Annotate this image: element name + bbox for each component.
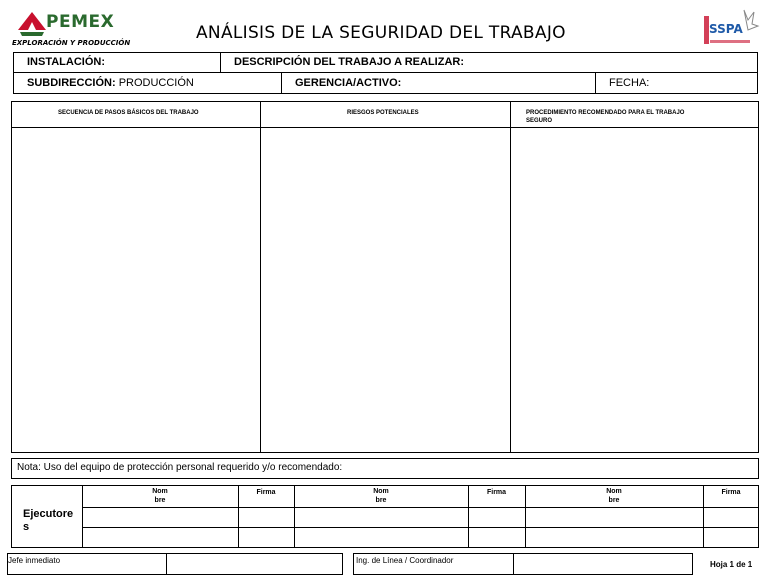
gerencia-label: GERENCIA/ACTIVO: [295, 77, 402, 89]
info-divider [13, 72, 758, 73]
executors-label-2: s [23, 521, 30, 533]
nombre-header-1b: bre [154, 497, 166, 504]
jefe-label: Jefe inmediato [8, 556, 61, 565]
ing-label: Ing. de Línea / Coordinador [356, 556, 454, 565]
note-text: Nota: Uso del equipo de protección personal requerido y/o recomendado: [17, 462, 343, 473]
col-header-pasos: SECUENCIA DE PASOS BÁSICOS DEL TRABAJO [58, 110, 199, 116]
subdireccion-value: PRODUCCIÓN [118, 77, 194, 89]
executors-label-1: Ejecutore [23, 508, 74, 520]
pemex-eagle-icon [16, 10, 48, 38]
info-divider-v3 [595, 72, 596, 94]
analysis-table [11, 101, 759, 453]
firma-header-2: Firma [486, 489, 507, 496]
col-header-procedimiento-1: PROCEDIMIENTO RECOMENDADO PARA EL TRABAJO [526, 110, 685, 116]
exec-row-divider-1 [82, 507, 759, 508]
info-divider-v2 [281, 72, 282, 94]
pemex-subtitle: EXPLORACIÓN Y PRODUCCIÓN [12, 39, 131, 47]
fecha-label: FECHA: [609, 77, 650, 89]
jefe-divider [166, 553, 167, 575]
firma-header-1: Firma [256, 489, 276, 496]
nombre-header-3b: bre [608, 497, 620, 504]
analysis-header-divider [11, 127, 759, 128]
page-count: Hoja 1 de 1 [710, 560, 753, 569]
sspa-brand: SSPA [709, 22, 743, 36]
nombre-header-1a: Nom [152, 488, 168, 495]
pemex-brand: PEMEX [46, 12, 115, 32]
pemex-logo [10, 8, 131, 48]
subdireccion-field [27, 77, 194, 89]
nombre-header-3a: Nom [606, 488, 622, 495]
instalacion-label: INSTALACIÓN: [27, 56, 106, 68]
subdireccion-label: SUBDIRECCIÓN: [27, 77, 116, 89]
page-title: ANÁLISIS DE LA SEGURIDAD DEL TRABAJO [196, 23, 566, 43]
sspa-logo [700, 6, 760, 48]
exec-row-divider-2 [82, 527, 759, 528]
ing-divider [513, 553, 514, 575]
nombre-header-2a: Nom [373, 488, 389, 495]
col-header-procedimiento-2: SEGURO [526, 118, 553, 124]
descripcion-label: DESCRIPCIÓN DEL TRABAJO A REALIZAR: [234, 56, 464, 68]
col-header-riesgos: RIESGOS POTENCIALES [347, 110, 419, 116]
firma-header-3: Firma [721, 489, 741, 496]
info-divider-v1 [220, 52, 221, 73]
nombre-header-2b: bre [375, 497, 387, 504]
analysis-col-divider-1 [260, 101, 261, 453]
analysis-col-divider-2 [510, 101, 511, 453]
